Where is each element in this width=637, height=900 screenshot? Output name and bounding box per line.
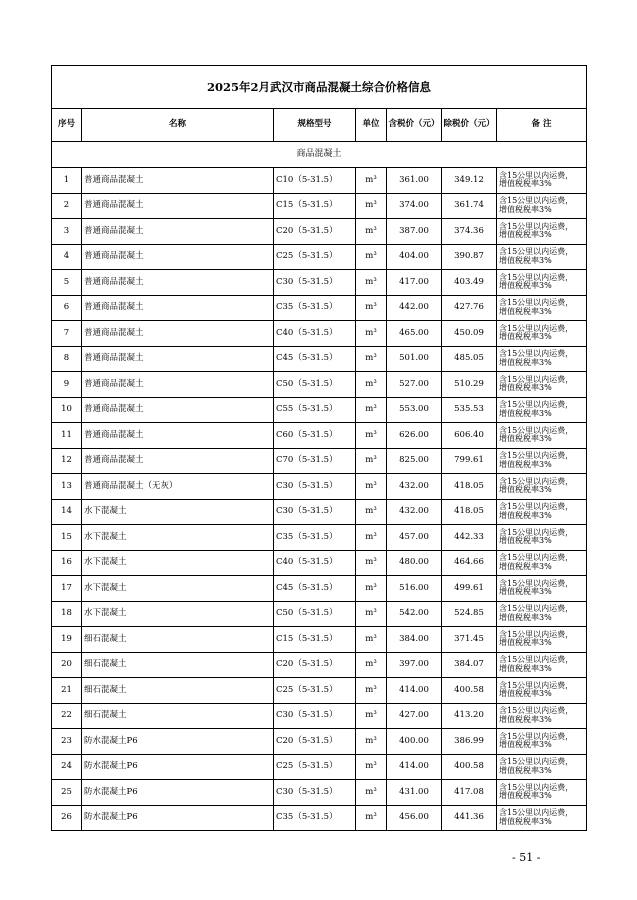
cell-tax-incl: 414.00: [387, 754, 442, 780]
cell-no: 22: [52, 703, 82, 729]
cell-tax-incl: 414.00: [387, 678, 442, 704]
cell-tax-excl: 535.53: [442, 397, 497, 423]
note-line-2: 增值税税率3%: [499, 587, 552, 597]
cell-note: [497, 321, 587, 347]
cell-spec: C30（5-31.5）: [274, 499, 356, 525]
cell-no: 23: [52, 729, 82, 755]
table-row: [52, 805, 587, 831]
cell-tax-incl: 431.00: [387, 780, 442, 806]
price-table: [51, 65, 587, 831]
cell-unit: m³: [356, 729, 387, 755]
table-row: [52, 678, 587, 704]
cell-note: [497, 805, 587, 831]
cell-tax-incl: 374.00: [387, 193, 442, 219]
cell-note: [497, 423, 587, 449]
table-row: [52, 729, 587, 755]
cell-tax-incl: 400.00: [387, 729, 442, 755]
cell-name: 普通商品混凝土: [82, 193, 274, 219]
cell-unit: m³: [356, 499, 387, 525]
header-tax-excl: 除税价（元）: [442, 109, 497, 142]
cell-spec: C50（5-31.5）: [274, 372, 356, 398]
note-line-1: 含15公里以内运费，: [499, 502, 574, 512]
note-line-1: 含15公里以内运费，: [499, 196, 574, 206]
cell-tax-excl: 384.07: [442, 652, 497, 678]
cell-note: [497, 219, 587, 245]
cell-unit: m³: [356, 652, 387, 678]
cell-spec: C20（5-31.5）: [274, 652, 356, 678]
cell-no: 19: [52, 627, 82, 653]
note-line-2: 增值税税率3%: [499, 485, 552, 495]
cell-tax-excl: 403.49: [442, 270, 497, 296]
note-line-1: 含15公里以内运费，: [499, 374, 574, 384]
cell-no: 8: [52, 346, 82, 372]
cell-tax-excl: 374.36: [442, 219, 497, 245]
header-row: [52, 109, 587, 142]
cell-name: 普通商品混凝土: [82, 295, 274, 321]
cell-no: 16: [52, 550, 82, 576]
cell-unit: m³: [356, 168, 387, 194]
note-line-2: 增值税税率3%: [499, 638, 552, 648]
cell-unit: m³: [356, 601, 387, 627]
cell-no: 7: [52, 321, 82, 347]
cell-unit: m³: [356, 244, 387, 270]
cell-spec: C40（5-31.5）: [274, 321, 356, 347]
note-line-1: 含15公里以内运费，: [499, 629, 574, 639]
cell-tax-excl: 485.05: [442, 346, 497, 372]
note-line-2: 增值税税率3%: [499, 434, 552, 444]
table-row: [52, 321, 587, 347]
note-line-1: 含15公里以内运费，: [499, 272, 574, 282]
note-line-1: 含15公里以内运费，: [499, 655, 574, 665]
cell-note: [497, 576, 587, 602]
cell-unit: m³: [356, 448, 387, 474]
cell-unit: m³: [356, 397, 387, 423]
note-line-1: 含15公里以内运费，: [499, 808, 574, 818]
cell-no: 26: [52, 805, 82, 831]
table-row: [52, 295, 587, 321]
note-line-1: 含15公里以内运费，: [499, 170, 574, 180]
cell-tax-incl: 501.00: [387, 346, 442, 372]
cell-note: [497, 525, 587, 551]
cell-no: 6: [52, 295, 82, 321]
table-row: [52, 372, 587, 398]
cell-name: 水下混凝土: [82, 550, 274, 576]
cell-note: [497, 499, 587, 525]
cell-name: 细石混凝土: [82, 652, 274, 678]
cell-tax-excl: 386.99: [442, 729, 497, 755]
cell-no: 2: [52, 193, 82, 219]
cell-spec: C10（5-31.5）: [274, 168, 356, 194]
cell-name: 普通商品混凝土: [82, 397, 274, 423]
cell-unit: m³: [356, 754, 387, 780]
note-line-1: 含15公里以内运费，: [499, 298, 574, 308]
cell-no: 5: [52, 270, 82, 296]
cell-tax-incl: 542.00: [387, 601, 442, 627]
cell-tax-incl: 465.00: [387, 321, 442, 347]
cell-unit: m³: [356, 321, 387, 347]
note-line-1: 含15公里以内运费，: [499, 527, 574, 537]
table-row: [52, 780, 587, 806]
cell-no: 9: [52, 372, 82, 398]
table-row: [52, 397, 587, 423]
cell-no: 20: [52, 652, 82, 678]
cell-tax-excl: 390.87: [442, 244, 497, 270]
cell-name: 普通商品混凝土: [82, 423, 274, 449]
cell-tax-incl: 361.00: [387, 168, 442, 194]
table-title: 2025年2月武汉市商品混凝土综合价格信息: [52, 66, 587, 109]
cell-tax-excl: 413.20: [442, 703, 497, 729]
note-line-2: 增值税税率3%: [499, 689, 552, 699]
table-row: [52, 601, 587, 627]
cell-no: 11: [52, 423, 82, 449]
cell-name: 普通商品混凝土: [82, 321, 274, 347]
cell-spec: C45（5-31.5）: [274, 346, 356, 372]
cell-spec: C30（5-31.5）: [274, 703, 356, 729]
cell-tax-incl: 387.00: [387, 219, 442, 245]
note-line-1: 含15公里以内运费，: [499, 553, 574, 563]
cell-name: 水下混凝土: [82, 499, 274, 525]
cell-unit: m³: [356, 678, 387, 704]
cell-tax-incl: 417.00: [387, 270, 442, 296]
cell-name: 水下混凝土: [82, 525, 274, 551]
cell-tax-incl: 527.00: [387, 372, 442, 398]
cell-unit: m³: [356, 423, 387, 449]
table-row: [52, 627, 587, 653]
table-row: [52, 193, 587, 219]
cell-spec: C60（5-31.5）: [274, 423, 356, 449]
cell-tax-excl: 441.36: [442, 805, 497, 831]
cell-name: 防水混凝土P6: [82, 780, 274, 806]
cell-note: [497, 244, 587, 270]
note-line-1: 含15公里以内运费，: [499, 578, 574, 588]
cell-spec: C45（5-31.5）: [274, 576, 356, 602]
cell-tax-incl: 397.00: [387, 652, 442, 678]
table-row: [52, 244, 587, 270]
cell-note: [497, 780, 587, 806]
note-line-1: 含15公里以内运费，: [499, 323, 574, 333]
cell-spec: C35（5-31.5）: [274, 805, 356, 831]
cell-tax-excl: 450.09: [442, 321, 497, 347]
note-line-2: 增值税税率3%: [499, 663, 552, 673]
cell-note: [497, 652, 587, 678]
cell-unit: m³: [356, 525, 387, 551]
cell-unit: m³: [356, 576, 387, 602]
cell-no: 1: [52, 168, 82, 194]
cell-unit: m³: [356, 474, 387, 500]
cell-note: [497, 729, 587, 755]
cell-name: 细石混凝土: [82, 627, 274, 653]
cell-tax-excl: 418.05: [442, 474, 497, 500]
cell-tax-incl: 480.00: [387, 550, 442, 576]
cell-tax-excl: 400.58: [442, 754, 497, 780]
note-line-2: 增值税税率3%: [499, 816, 552, 826]
category-label: 商品混凝土: [52, 142, 587, 168]
cell-no: 12: [52, 448, 82, 474]
cell-unit: m³: [356, 219, 387, 245]
note-line-2: 增值税税率3%: [499, 332, 552, 342]
table-row: [52, 219, 587, 245]
cell-spec: C25（5-31.5）: [274, 244, 356, 270]
cell-tax-excl: 361.74: [442, 193, 497, 219]
cell-unit: m³: [356, 295, 387, 321]
cell-no: 21: [52, 678, 82, 704]
cell-unit: m³: [356, 550, 387, 576]
cell-tax-excl: 510.29: [442, 372, 497, 398]
cell-tax-incl: 626.00: [387, 423, 442, 449]
table-row: [52, 448, 587, 474]
header-name: 名称: [82, 109, 274, 142]
cell-spec: C40（5-31.5）: [274, 550, 356, 576]
cell-unit: m³: [356, 372, 387, 398]
cell-note: [497, 550, 587, 576]
note-line-1: 含15公里以内运费，: [499, 680, 574, 690]
cell-no: 3: [52, 219, 82, 245]
cell-note: [497, 397, 587, 423]
cell-tax-incl: 456.00: [387, 805, 442, 831]
cell-tax-excl: 524.85: [442, 601, 497, 627]
note-line-2: 增值税税率3%: [499, 255, 552, 265]
cell-tax-incl: 516.00: [387, 576, 442, 602]
cell-note: [497, 601, 587, 627]
note-line-1: 含15公里以内运费，: [499, 706, 574, 716]
table-row: [52, 474, 587, 500]
table-row: [52, 525, 587, 551]
cell-spec: C20（5-31.5）: [274, 219, 356, 245]
cell-tax-incl: 457.00: [387, 525, 442, 551]
table-row: [52, 499, 587, 525]
cell-unit: m³: [356, 346, 387, 372]
cell-name: 防水混凝土P6: [82, 729, 274, 755]
note-line-2: 增值税税率3%: [499, 765, 552, 775]
header-no: 序号: [52, 109, 82, 142]
cell-name: 普通商品混凝土（无灰）: [82, 474, 274, 500]
cell-tax-excl: 349.12: [442, 168, 497, 194]
note-line-1: 含15公里以内运费，: [499, 782, 574, 792]
cell-tax-excl: 427.76: [442, 295, 497, 321]
header-unit: 单位: [356, 109, 387, 142]
note-line-2: 增值税税率3%: [499, 357, 552, 367]
cell-no: 25: [52, 780, 82, 806]
note-line-1: 含15公里以内运费，: [499, 425, 574, 435]
note-line-1: 含15公里以内运费，: [499, 476, 574, 486]
cell-name: 细石混凝土: [82, 703, 274, 729]
cell-tax-excl: 417.08: [442, 780, 497, 806]
table-row: [52, 754, 587, 780]
cell-name: 水下混凝土: [82, 601, 274, 627]
cell-tax-excl: 499.61: [442, 576, 497, 602]
cell-spec: C25（5-31.5）: [274, 678, 356, 704]
cell-note: [497, 295, 587, 321]
cell-no: 15: [52, 525, 82, 551]
cell-note: [497, 627, 587, 653]
cell-note: [497, 193, 587, 219]
note-line-1: 含15公里以内运费，: [499, 400, 574, 410]
cell-name: 普通商品混凝土: [82, 372, 274, 398]
cell-no: 4: [52, 244, 82, 270]
table-row: [52, 550, 587, 576]
note-line-2: 增值税税率3%: [499, 408, 552, 418]
cell-tax-incl: 432.00: [387, 474, 442, 500]
cell-spec: C70（5-31.5）: [274, 448, 356, 474]
cell-spec: C30（5-31.5）: [274, 270, 356, 296]
page-number: - 51 -: [512, 851, 541, 864]
cell-tax-incl: 825.00: [387, 448, 442, 474]
cell-no: 10: [52, 397, 82, 423]
table-row: [52, 270, 587, 296]
cell-unit: m³: [356, 780, 387, 806]
note-line-1: 含15公里以内运费，: [499, 247, 574, 257]
note-line-2: 增值税税率3%: [499, 459, 552, 469]
cell-tax-excl: 606.40: [442, 423, 497, 449]
cell-tax-excl: 442.33: [442, 525, 497, 551]
cell-name: 防水混凝土P6: [82, 754, 274, 780]
note-line-2: 增值税税率3%: [499, 383, 552, 393]
header-note: 备 注: [497, 109, 587, 142]
note-line-2: 增值税税率3%: [499, 714, 552, 724]
cell-spec: C15（5-31.5）: [274, 627, 356, 653]
cell-unit: m³: [356, 805, 387, 831]
cell-unit: m³: [356, 270, 387, 296]
cell-note: [497, 448, 587, 474]
cell-note: [497, 678, 587, 704]
cell-unit: m³: [356, 627, 387, 653]
table-row: [52, 576, 587, 602]
cell-name: 普通商品混凝土: [82, 346, 274, 372]
cell-tax-incl: 442.00: [387, 295, 442, 321]
price-document: [51, 65, 586, 831]
cell-name: 防水混凝土P6: [82, 805, 274, 831]
cell-no: 18: [52, 601, 82, 627]
cell-note: [497, 372, 587, 398]
cell-name: 普通商品混凝土: [82, 244, 274, 270]
cell-no: 14: [52, 499, 82, 525]
note-line-1: 含15公里以内运费，: [499, 349, 574, 359]
cell-no: 24: [52, 754, 82, 780]
note-line-2: 增值税税率3%: [499, 230, 552, 240]
note-line-2: 增值税税率3%: [499, 612, 552, 622]
table-row: [52, 423, 587, 449]
table-row: [52, 168, 587, 194]
cell-note: [497, 270, 587, 296]
cell-spec: C30（5-31.5）: [274, 780, 356, 806]
cell-spec: C35（5-31.5）: [274, 525, 356, 551]
cell-no: 17: [52, 576, 82, 602]
cell-tax-incl: 432.00: [387, 499, 442, 525]
note-line-2: 增值税税率3%: [499, 281, 552, 291]
cell-tax-incl: 384.00: [387, 627, 442, 653]
cell-name: 细石混凝土: [82, 678, 274, 704]
cell-spec: C30（5-31.5）: [274, 474, 356, 500]
header-tax-incl: 含税价（元）: [387, 109, 442, 142]
note-line-1: 含15公里以内运费，: [499, 221, 574, 231]
cell-name: 普通商品混凝土: [82, 270, 274, 296]
cell-no: 13: [52, 474, 82, 500]
note-line-2: 增值税税率3%: [499, 510, 552, 520]
cell-tax-excl: 400.58: [442, 678, 497, 704]
cell-spec: C50（5-31.5）: [274, 601, 356, 627]
cell-name: 普通商品混凝土: [82, 448, 274, 474]
cell-tax-incl: 553.00: [387, 397, 442, 423]
cell-note: [497, 474, 587, 500]
cell-tax-excl: 799.61: [442, 448, 497, 474]
note-line-2: 增值税税率3%: [499, 561, 552, 571]
table-row: [52, 703, 587, 729]
note-line-2: 增值税税率3%: [499, 536, 552, 546]
note-line-1: 含15公里以内运费，: [499, 757, 574, 767]
cell-tax-excl: 464.66: [442, 550, 497, 576]
note-line-1: 含15公里以内运费，: [499, 451, 574, 461]
note-line-1: 含15公里以内运费，: [499, 731, 574, 741]
cell-tax-excl: 371.45: [442, 627, 497, 653]
cell-note: [497, 168, 587, 194]
cell-spec: C15（5-31.5）: [274, 193, 356, 219]
cell-note: [497, 346, 587, 372]
cell-tax-incl: 404.00: [387, 244, 442, 270]
note-line-2: 增值税税率3%: [499, 306, 552, 316]
note-line-2: 增值税税率3%: [499, 791, 552, 801]
cell-spec: C35（5-31.5）: [274, 295, 356, 321]
cell-spec: C55（5-31.5）: [274, 397, 356, 423]
cell-tax-excl: 418.05: [442, 499, 497, 525]
cell-name: 普通商品混凝土: [82, 168, 274, 194]
cell-tax-incl: 427.00: [387, 703, 442, 729]
note-line-1: 含15公里以内运费，: [499, 604, 574, 614]
note-line-2: 增值税税率3%: [499, 740, 552, 750]
table-row: [52, 652, 587, 678]
note-line-2: 增值税税率3%: [499, 204, 552, 214]
table-row: [52, 346, 587, 372]
cell-note: [497, 703, 587, 729]
note-line-2: 增值税税率3%: [499, 179, 552, 189]
cell-spec: C20（5-31.5）: [274, 729, 356, 755]
header-spec: 规格型号: [274, 109, 356, 142]
cell-name: 水下混凝土: [82, 576, 274, 602]
cell-unit: m³: [356, 703, 387, 729]
cell-spec: C25（5-31.5）: [274, 754, 356, 780]
cell-name: 普通商品混凝土: [82, 219, 274, 245]
cell-unit: m³: [356, 193, 387, 219]
cell-note: [497, 754, 587, 780]
